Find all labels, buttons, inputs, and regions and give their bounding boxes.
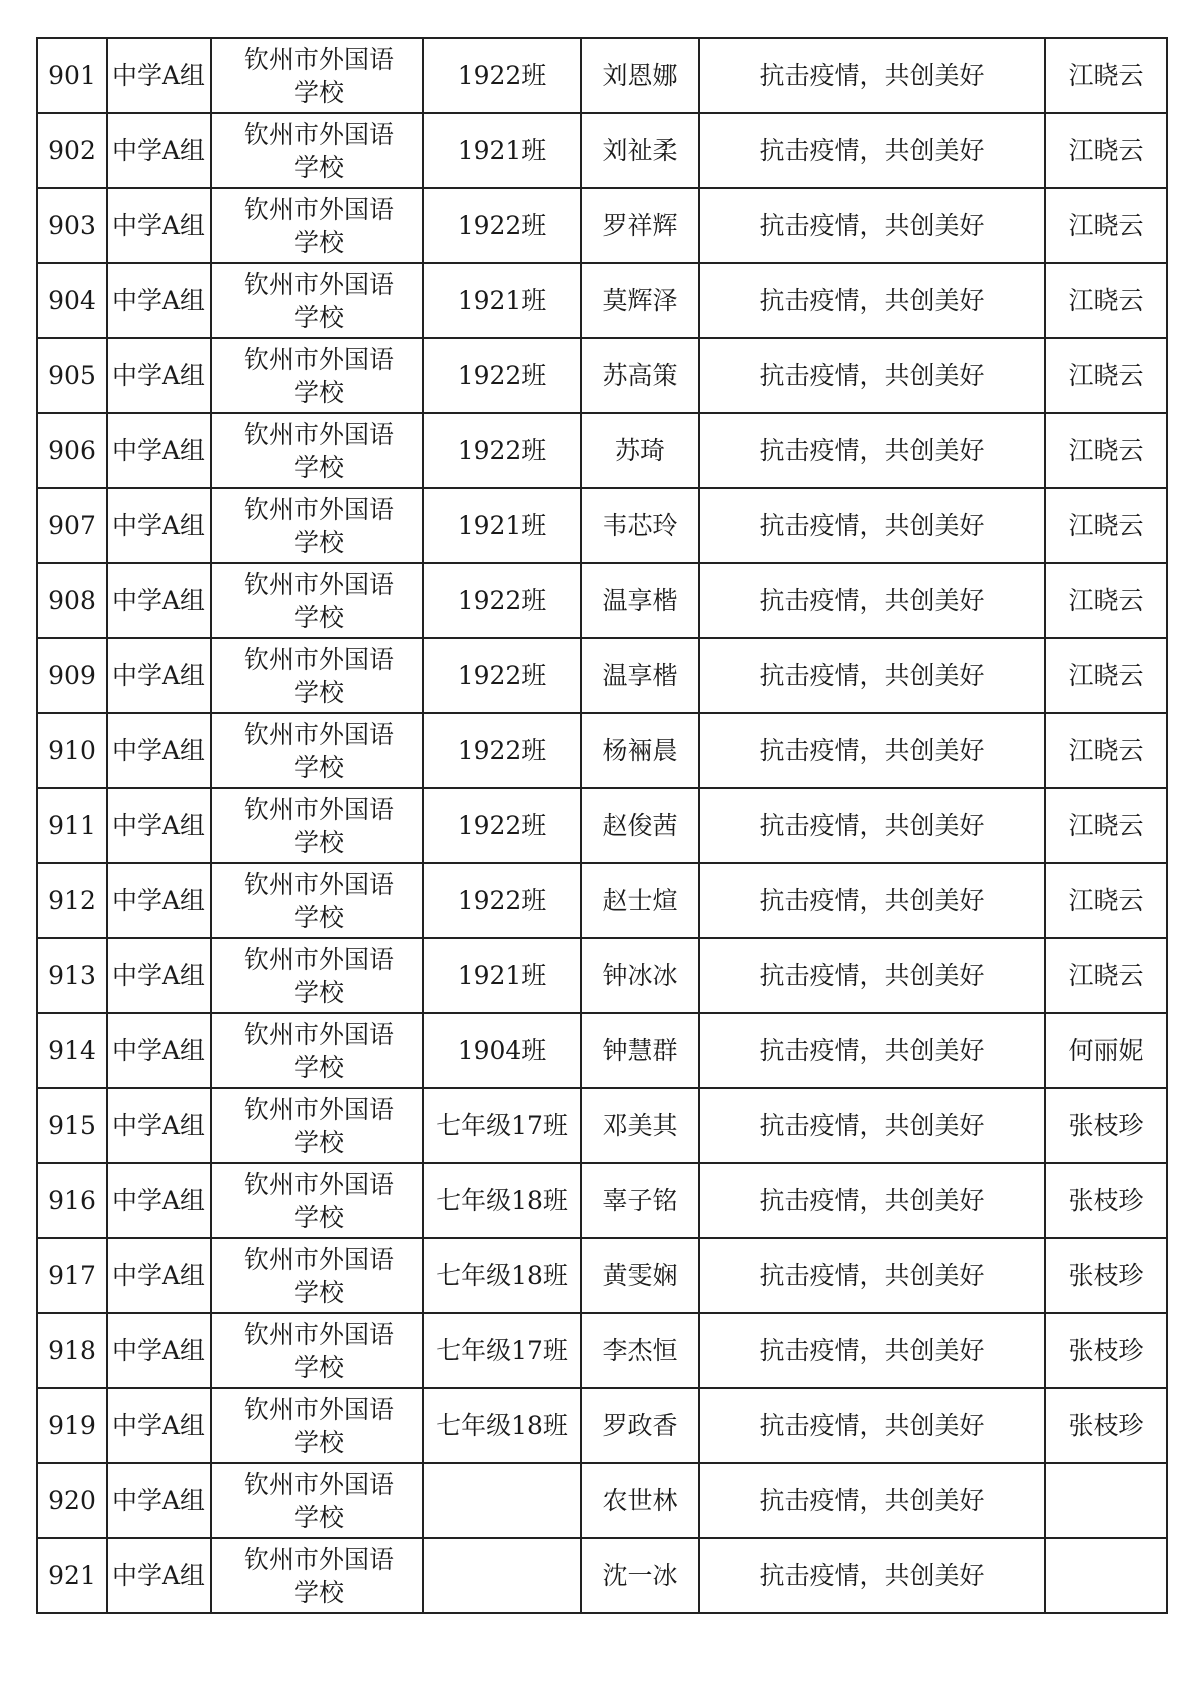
group-cell: 中学A组 <box>107 413 211 488</box>
table-row <box>37 488 1167 563</box>
entry-number-cell: 909 <box>37 638 107 713</box>
table-row <box>37 188 1167 263</box>
school-name-line: 钦州市外国语 <box>243 1244 394 1274</box>
school-cell <box>211 788 423 863</box>
table-row <box>37 563 1167 638</box>
work-title-cell: 抗击疫情，共创美好 <box>699 1538 1045 1613</box>
group-cell: 中学A组 <box>107 938 211 1013</box>
work-title-cell: 抗击疫情，共创美好 <box>699 638 1045 713</box>
entry-number-cell: 919 <box>37 1388 107 1463</box>
work-title-cell: 抗击疫情，共创美好 <box>699 338 1045 413</box>
school-name-line: 学校 <box>293 1577 344 1607</box>
work-title-cell: 抗击疫情，共创美好 <box>699 113 1045 188</box>
school-name-line: 学校 <box>293 227 344 257</box>
student-name-cell: 沈一冰 <box>581 1538 699 1613</box>
class-cell: 1922班 <box>423 563 581 638</box>
school-name-line: 钦州市外国语 <box>243 1019 394 1049</box>
class-cell: 七年级18班 <box>423 1388 581 1463</box>
table-row <box>37 863 1167 938</box>
teacher-cell <box>1045 1538 1167 1613</box>
work-title-cell: 抗击疫情，共创美好 <box>699 938 1045 1013</box>
student-name-cell: 黄雯娴 <box>581 1238 699 1313</box>
school-name-line: 钦州市外国语 <box>243 569 394 599</box>
student-name-cell: 刘恩娜 <box>581 38 699 113</box>
school-cell <box>211 38 423 113</box>
class-cell: 1922班 <box>423 38 581 113</box>
entry-number-cell: 903 <box>37 188 107 263</box>
group-cell: 中学A组 <box>107 788 211 863</box>
school-name-line: 钦州市外国语 <box>243 1469 394 1499</box>
school-name-line: 钦州市外国语 <box>243 1394 394 1424</box>
group-cell: 中学A组 <box>107 1463 211 1538</box>
school-name-line: 学校 <box>293 452 344 482</box>
school-name-line: 学校 <box>293 302 344 332</box>
school-name-line: 学校 <box>293 377 344 407</box>
work-title-cell: 抗击疫情，共创美好 <box>699 1088 1045 1163</box>
school-name-line: 钦州市外国语 <box>243 869 394 899</box>
entry-number-cell: 913 <box>37 938 107 1013</box>
work-title-cell: 抗击疫情，共创美好 <box>699 788 1045 863</box>
table-row <box>37 788 1167 863</box>
class-cell: 1922班 <box>423 638 581 713</box>
school-name-line: 钦州市外国语 <box>243 194 394 224</box>
work-title-cell: 抗击疫情，共创美好 <box>699 1313 1045 1388</box>
school-cell <box>211 1163 423 1238</box>
table-row <box>37 1013 1167 1088</box>
group-cell: 中学A组 <box>107 1088 211 1163</box>
class-cell: 1921班 <box>423 113 581 188</box>
entry-number-cell: 901 <box>37 38 107 113</box>
work-title-cell: 抗击疫情，共创美好 <box>699 1388 1045 1463</box>
class-cell <box>423 1463 581 1538</box>
school-name-line: 学校 <box>293 752 344 782</box>
student-name-cell: 赵士煊 <box>581 863 699 938</box>
table-row <box>37 938 1167 1013</box>
class-cell: 1921班 <box>423 263 581 338</box>
teacher-cell: 张枝珍 <box>1045 1313 1167 1388</box>
work-title-cell: 抗击疫情，共创美好 <box>699 1013 1045 1088</box>
work-title-cell: 抗击疫情，共创美好 <box>699 263 1045 338</box>
teacher-cell: 江晓云 <box>1045 713 1167 788</box>
teacher-cell: 江晓云 <box>1045 563 1167 638</box>
table-row <box>37 113 1167 188</box>
school-name-line: 钦州市外国语 <box>243 44 394 74</box>
school-name-line: 学校 <box>293 1277 344 1307</box>
school-name-line: 学校 <box>293 827 344 857</box>
teacher-cell: 江晓云 <box>1045 38 1167 113</box>
table-row <box>37 1088 1167 1163</box>
school-cell <box>211 1313 423 1388</box>
teacher-cell: 何丽妮 <box>1045 1013 1167 1088</box>
entry-number-cell: 907 <box>37 488 107 563</box>
teacher-cell: 张枝珍 <box>1045 1388 1167 1463</box>
school-name-line: 钦州市外国语 <box>243 944 394 974</box>
school-cell <box>211 563 423 638</box>
teacher-cell: 张枝珍 <box>1045 1088 1167 1163</box>
school-cell <box>211 713 423 788</box>
school-name-line: 学校 <box>293 677 344 707</box>
school-name-line: 钦州市外国语 <box>243 494 394 524</box>
school-name-line: 钦州市外国语 <box>243 269 394 299</box>
school-name-line: 钦州市外国语 <box>243 644 394 674</box>
school-cell <box>211 113 423 188</box>
school-name-line: 学校 <box>293 977 344 1007</box>
school-name-line: 学校 <box>293 1202 344 1232</box>
work-title-cell: 抗击疫情，共创美好 <box>699 38 1045 113</box>
entry-number-cell: 908 <box>37 563 107 638</box>
class-cell: 七年级18班 <box>423 1238 581 1313</box>
school-cell <box>211 263 423 338</box>
entry-number-cell: 918 <box>37 1313 107 1388</box>
entry-number-cell: 902 <box>37 113 107 188</box>
school-name-line: 钦州市外国语 <box>243 344 394 374</box>
school-name-line: 学校 <box>293 77 344 107</box>
school-name-line: 钦州市外国语 <box>243 1544 394 1574</box>
student-name-cell: 辜子铭 <box>581 1163 699 1238</box>
school-name-line: 钦州市外国语 <box>243 1094 394 1124</box>
table-row <box>37 1313 1167 1388</box>
student-name-cell: 罗祥辉 <box>581 188 699 263</box>
student-name-cell: 李杰恒 <box>581 1313 699 1388</box>
class-cell: 1921班 <box>423 938 581 1013</box>
group-cell: 中学A组 <box>107 1388 211 1463</box>
group-cell: 中学A组 <box>107 563 211 638</box>
school-cell <box>211 1388 423 1463</box>
student-name-cell: 莫辉泽 <box>581 263 699 338</box>
table-row <box>37 263 1167 338</box>
class-cell: 1922班 <box>423 338 581 413</box>
school-cell <box>211 1013 423 1088</box>
school-cell <box>211 1088 423 1163</box>
work-title-cell: 抗击疫情，共创美好 <box>699 1463 1045 1538</box>
class-cell: 1922班 <box>423 788 581 863</box>
class-cell: 1921班 <box>423 488 581 563</box>
school-cell <box>211 413 423 488</box>
table-row <box>37 1463 1167 1538</box>
teacher-cell: 江晓云 <box>1045 113 1167 188</box>
school-name-line: 钦州市外国语 <box>243 719 394 749</box>
student-name-cell: 温享楷 <box>581 638 699 713</box>
table-row <box>37 713 1167 788</box>
class-cell: 1922班 <box>423 188 581 263</box>
teacher-cell: 张枝珍 <box>1045 1163 1167 1238</box>
student-name-cell: 苏高策 <box>581 338 699 413</box>
school-name-line: 钦州市外国语 <box>243 1319 394 1349</box>
group-cell: 中学A组 <box>107 488 211 563</box>
teacher-cell: 江晓云 <box>1045 338 1167 413</box>
group-cell: 中学A组 <box>107 1013 211 1088</box>
table-row <box>37 638 1167 713</box>
work-title-cell: 抗击疫情，共创美好 <box>699 563 1045 638</box>
school-cell <box>211 188 423 263</box>
class-cell: 1922班 <box>423 413 581 488</box>
entry-number-cell: 904 <box>37 263 107 338</box>
work-title-cell: 抗击疫情，共创美好 <box>699 1163 1045 1238</box>
student-name-cell: 刘祉柔 <box>581 113 699 188</box>
entry-number-cell: 916 <box>37 1163 107 1238</box>
teacher-cell: 江晓云 <box>1045 188 1167 263</box>
student-name-cell: 韦芯玲 <box>581 488 699 563</box>
student-name-cell: 钟慧群 <box>581 1013 699 1088</box>
school-name-line: 学校 <box>293 1052 344 1082</box>
entry-number-cell: 912 <box>37 863 107 938</box>
school-name-line: 学校 <box>293 1427 344 1457</box>
teacher-cell: 江晓云 <box>1045 413 1167 488</box>
school-cell <box>211 338 423 413</box>
table-row <box>37 413 1167 488</box>
work-title-cell: 抗击疫情，共创美好 <box>699 713 1045 788</box>
class-cell <box>423 1538 581 1613</box>
teacher-cell: 张枝珍 <box>1045 1238 1167 1313</box>
group-cell: 中学A组 <box>107 713 211 788</box>
student-name-cell: 钟冰冰 <box>581 938 699 1013</box>
student-name-cell: 邓美其 <box>581 1088 699 1163</box>
school-name-line: 学校 <box>293 902 344 932</box>
school-name-line: 学校 <box>293 1127 344 1157</box>
group-cell: 中学A组 <box>107 113 211 188</box>
table-row <box>37 338 1167 413</box>
work-title-cell: 抗击疫情，共创美好 <box>699 413 1045 488</box>
teacher-cell: 江晓云 <box>1045 863 1167 938</box>
entry-number-cell: 910 <box>37 713 107 788</box>
teacher-cell <box>1045 1463 1167 1538</box>
school-cell <box>211 938 423 1013</box>
table-row <box>37 1388 1167 1463</box>
student-name-cell: 农世林 <box>581 1463 699 1538</box>
class-cell: 七年级17班 <box>423 1313 581 1388</box>
student-name-cell: 杨裲晨 <box>581 713 699 788</box>
entries-table <box>36 37 1168 1614</box>
entry-number-cell: 920 <box>37 1463 107 1538</box>
school-name-line: 钦州市外国语 <box>243 119 394 149</box>
school-cell <box>211 488 423 563</box>
group-cell: 中学A组 <box>107 1163 211 1238</box>
school-name-line: 钦州市外国语 <box>243 794 394 824</box>
work-title-cell: 抗击疫情，共创美好 <box>699 863 1045 938</box>
entry-number-cell: 905 <box>37 338 107 413</box>
class-cell: 七年级18班 <box>423 1163 581 1238</box>
class-cell: 七年级17班 <box>423 1088 581 1163</box>
school-cell <box>211 638 423 713</box>
student-name-cell: 温享楷 <box>581 563 699 638</box>
school-name-line: 钦州市外国语 <box>243 1169 394 1199</box>
school-cell <box>211 863 423 938</box>
entries-table-body <box>37 38 1167 1613</box>
table-row <box>37 1163 1167 1238</box>
entry-number-cell: 915 <box>37 1088 107 1163</box>
school-name-line: 学校 <box>293 527 344 557</box>
group-cell: 中学A组 <box>107 863 211 938</box>
entry-number-cell: 911 <box>37 788 107 863</box>
teacher-cell: 江晓云 <box>1045 488 1167 563</box>
group-cell: 中学A组 <box>107 1238 211 1313</box>
class-cell: 1922班 <box>423 863 581 938</box>
school-name-line: 学校 <box>293 602 344 632</box>
teacher-cell: 江晓云 <box>1045 263 1167 338</box>
school-cell <box>211 1463 423 1538</box>
group-cell: 中学A组 <box>107 638 211 713</box>
group-cell: 中学A组 <box>107 38 211 113</box>
school-name-line: 学校 <box>293 1352 344 1382</box>
group-cell: 中学A组 <box>107 1538 211 1613</box>
group-cell: 中学A组 <box>107 1313 211 1388</box>
teacher-cell: 江晓云 <box>1045 938 1167 1013</box>
school-name-line: 钦州市外国语 <box>243 419 394 449</box>
class-cell: 1904班 <box>423 1013 581 1088</box>
work-title-cell: 抗击疫情，共创美好 <box>699 488 1045 563</box>
work-title-cell: 抗击疫情，共创美好 <box>699 1238 1045 1313</box>
student-name-cell: 苏琦 <box>581 413 699 488</box>
teacher-cell: 江晓云 <box>1045 638 1167 713</box>
table-row <box>37 38 1167 113</box>
work-title-cell: 抗击疫情，共创美好 <box>699 188 1045 263</box>
school-name-line: 学校 <box>293 1502 344 1532</box>
entry-number-cell: 921 <box>37 1538 107 1613</box>
entry-number-cell: 917 <box>37 1238 107 1313</box>
group-cell: 中学A组 <box>107 263 211 338</box>
student-name-cell: 赵俊茜 <box>581 788 699 863</box>
student-name-cell: 罗政香 <box>581 1388 699 1463</box>
entry-number-cell: 906 <box>37 413 107 488</box>
entry-number-cell: 914 <box>37 1013 107 1088</box>
school-cell <box>211 1538 423 1613</box>
school-cell <box>211 1238 423 1313</box>
group-cell: 中学A组 <box>107 188 211 263</box>
school-name-line: 学校 <box>293 152 344 182</box>
table-row <box>37 1238 1167 1313</box>
teacher-cell: 江晓云 <box>1045 788 1167 863</box>
table-row <box>37 1538 1167 1613</box>
group-cell: 中学A组 <box>107 338 211 413</box>
class-cell: 1922班 <box>423 713 581 788</box>
